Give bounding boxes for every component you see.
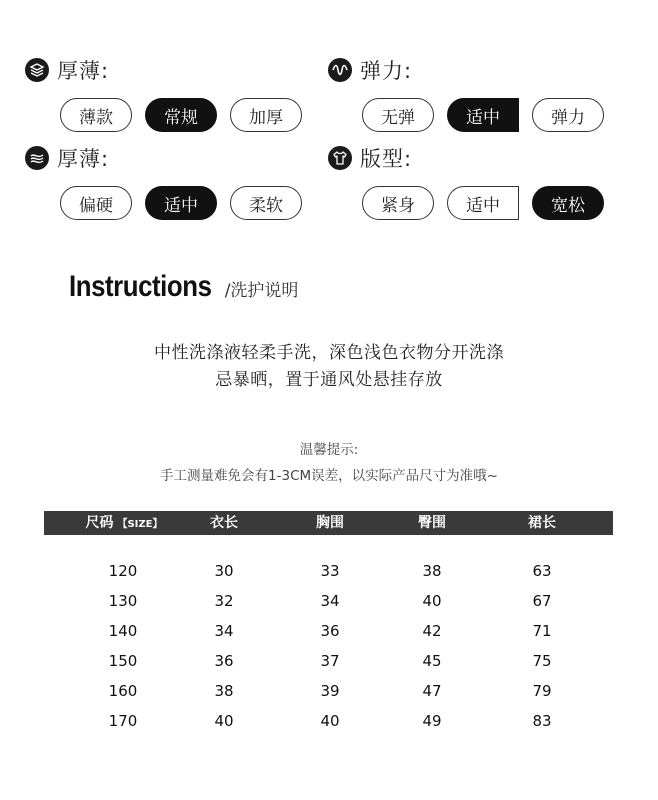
table-row [44, 706, 613, 736]
option-pill: 弹力 [532, 98, 604, 132]
care-line-1: 中性洗涤液轻柔手洗，深色浅色衣物分开洗涤 [154, 343, 504, 363]
cell-chest: 39 [320, 682, 340, 700]
option-pill: 加厚 [230, 98, 302, 132]
fabric-icon [25, 146, 49, 170]
tip-title: 温馨提示: [299, 442, 359, 458]
attr-title: 版型: [360, 147, 413, 171]
tshirt-icon [328, 146, 352, 170]
cell-chest: 40 [320, 712, 340, 730]
cell-skirt-length: 67 [532, 592, 552, 610]
instructions-title: Instructions [69, 270, 212, 303]
cell-size: 130 [108, 592, 138, 610]
header-chest: 胸围 [316, 515, 344, 531]
elasticity-options [362, 98, 617, 132]
table-row [44, 586, 613, 616]
cell-skirt-length: 79 [532, 682, 552, 700]
cell-hip: 40 [422, 592, 442, 610]
cell-length: 32 [214, 592, 234, 610]
cell-hip: 45 [422, 652, 442, 670]
care-line-2: 忌暴晒，置于通风处悬挂存放 [215, 370, 443, 390]
option-pill-selected: 适中 [145, 186, 217, 220]
cell-length: 34 [214, 622, 234, 640]
cell-hip: 47 [422, 682, 442, 700]
cell-size: 150 [108, 652, 138, 670]
instructions-subtitle: /洗护说明 [224, 281, 299, 301]
option-pill: 适中 [447, 186, 519, 220]
cell-skirt-length: 63 [532, 562, 552, 580]
cell-length: 30 [214, 562, 234, 580]
wave-icon [328, 58, 352, 82]
instructions-heading [69, 270, 298, 304]
table-row [44, 616, 613, 646]
cell-length: 38 [214, 682, 234, 700]
cell-size: 140 [108, 622, 138, 640]
option-pill: 紧身 [362, 186, 434, 220]
cell-length: 36 [214, 652, 234, 670]
fit-options [362, 186, 617, 220]
header-skirt-length: 裙长 [528, 515, 556, 531]
header-hip: 臀围 [418, 515, 446, 531]
softness-options [60, 186, 315, 220]
cell-length: 40 [214, 712, 234, 730]
header-size: 尺码 【SIZE】 [85, 515, 163, 531]
table-row [44, 556, 613, 586]
cell-hip: 38 [422, 562, 442, 580]
tip-text: 手工测量难免会有1-3CM误差，以实际产品尺寸为准哦~ [160, 468, 498, 484]
cell-skirt-length: 83 [532, 712, 552, 730]
option-pill: 薄款 [60, 98, 132, 132]
cell-chest: 33 [320, 562, 340, 580]
attr-title: 厚薄: [57, 147, 110, 171]
cell-size: 120 [108, 562, 138, 580]
cell-chest: 36 [320, 622, 340, 640]
cell-skirt-length: 75 [532, 652, 552, 670]
option-pill: 柔软 [230, 186, 302, 220]
attr-softness [25, 143, 109, 173]
table-row [44, 646, 613, 676]
attr-fit [328, 143, 412, 173]
option-pill: 偏硬 [60, 186, 132, 220]
attr-title: 厚薄: [57, 59, 110, 83]
cell-hip: 42 [422, 622, 442, 640]
layers-icon [25, 58, 49, 82]
option-pill-selected: 宽松 [532, 186, 604, 220]
table-row [44, 676, 613, 706]
attr-title: 弹力: [360, 59, 413, 83]
attr-thickness [25, 55, 109, 85]
cell-size: 160 [108, 682, 138, 700]
cell-hip: 49 [422, 712, 442, 730]
header-length: 衣长 [210, 515, 238, 531]
size-table-header [44, 511, 613, 535]
option-pill-selected: 适中 [447, 98, 519, 132]
cell-skirt-length: 71 [532, 622, 552, 640]
cell-chest: 34 [320, 592, 340, 610]
attr-elasticity [328, 55, 412, 85]
option-pill: 无弹 [362, 98, 434, 132]
cell-size: 170 [108, 712, 138, 730]
option-pill-selected: 常规 [145, 98, 217, 132]
cell-chest: 37 [320, 652, 340, 670]
thickness-options [60, 98, 315, 132]
